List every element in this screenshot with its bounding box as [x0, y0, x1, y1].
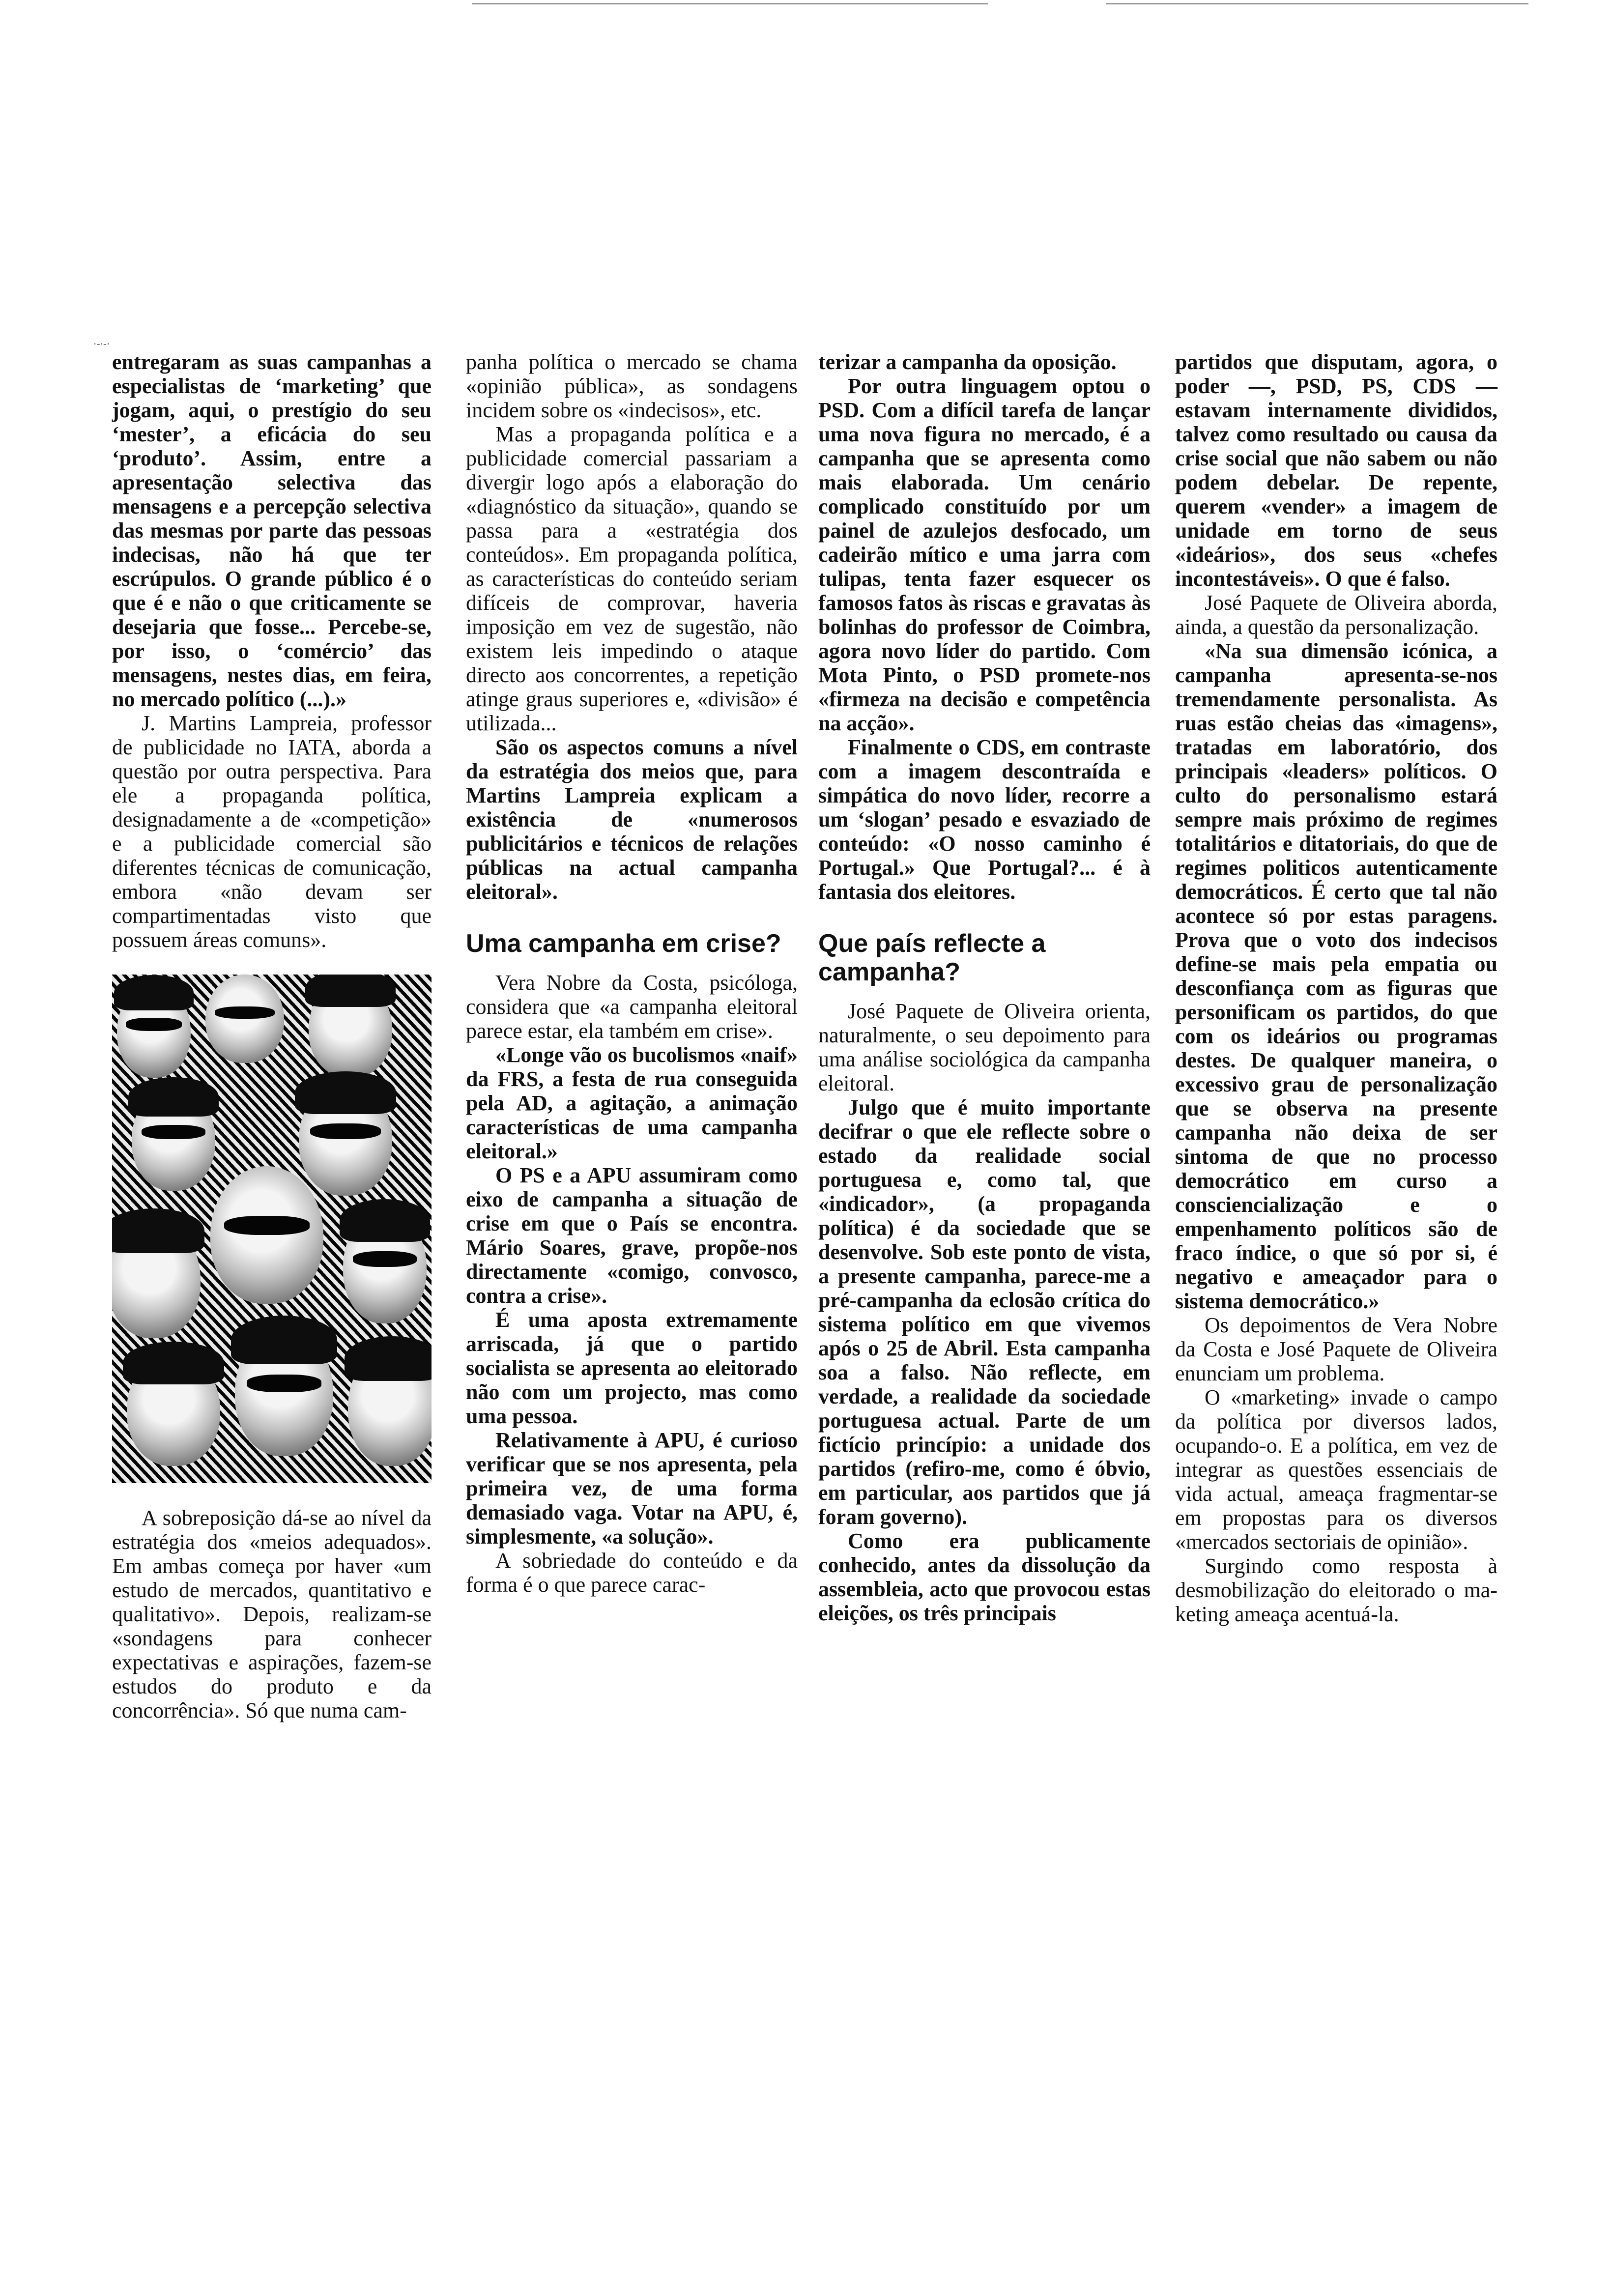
photo-face	[309, 979, 392, 1078]
top-rule-left	[472, 3, 988, 4]
photo-face	[299, 1083, 392, 1196]
photo-face	[343, 1210, 427, 1323]
photo-face	[235, 1328, 333, 1456]
col3-paragraph-2: Por outra linguagem optou o PSD. Com a difícil tarefa de lançar uma nova figura no mercado, é a campanha que se apresenta como mais elaborada. Um cenário complicado constituído por um painel de azulejos desfocado, um cadeirão mítico e uma jarra com tulipas, tenta fazer esquecer os famosos fatos às riscas e gravatas às bolinhas do professor de Coimbra, agora novo líder do partido. Com Mota Pinto, o PSD promete-nos «firmeza na decisão e competência na acção».	[818, 374, 1151, 735]
col1-paragraph-3: A sobreposição dá-se ao nível da estratégia dos «meios adequados». Em ambas começa por haver «um estudo de mercados, quantitativo e qualitativo». Depois, realizam-se «sondagens para conhecer expectativas e aspirações, fazem-se estudos do produto e da concorrência». Só que numa cam-	[112, 1506, 432, 1722]
column-1	[112, 350, 432, 1722]
top-rule-right	[1106, 3, 1528, 4]
col3-paragraph-3: Finalmente o CDS, em contraste com a imagem descontraída e simpática do novo líder, recorre a um ‘slogan’ pesado e esvaziado de conteúdo: «O nosso caminho é Portugal.» Que Portugal?... é à fantasia dos eleitores.	[818, 735, 1151, 904]
col4-paragraph-2: José Paquete de Oliveira aborda, ainda, a questão da personalização.	[1175, 591, 1497, 639]
scan-mark: ·-·-·	[93, 338, 110, 350]
col4-paragraph-6: Surgindo como resposta à desmobilização do eleitorado o ma-keting ameaça acentuá-la.	[1175, 1554, 1497, 1626]
column-3	[818, 350, 1151, 1625]
col3-paragraph-1: terizar a campanha da oposição.	[818, 350, 1117, 374]
col2-paragraph-3: São os aspectos comuns a nível da estratégia dos meios que, para Martins Lampreia explicam a existência de «numerosos publicitários e técnicos de relações públicas na actual campanha eleitoral».	[466, 735, 798, 904]
col4-paragraph-3: «Na sua dimensão icónica, a campanha apresenta-se-nos tremendamente personalista. As ruas estão cheias das «imagens», tratadas em laboratório, dos principais «leaders» políticos. O culto do personalismo estará sempre mais próximo de regimes totalitários e ditatoriais, do que de regimes politicos autenticamente democráticos. É certo que tal não acontece só por estas paragens. Prova que o voto dos indecisos define-se mais pela empatia ou desconfiança com as figuras que personificam os partidos, do que com os ideários ou programas destes. De qualquer maneira, o excessivo grau de personalização que se observa na presente campanha não deixa de ser sintoma de que no processo democrático em curso a consciencialização e o empenhamento políticos são de fraco índice, o que só por si, é negativo e ameaçador para o sistema democrático.»	[1175, 639, 1497, 1313]
col2-paragraph-1: panha política o mercado se chama «opinião pública», as sondagens incidem sobre os «indecisos», etc.	[466, 350, 798, 422]
col2-paragraph-5: «Longe vão os bucolismos «naif» da FRS, a festa de rua conseguida pela AD, a agitação, a animação características de uma campanha eleitoral.»	[466, 1043, 798, 1163]
column-2	[466, 350, 798, 1597]
col3-paragraph-6: Como era publicamente conhecido, antes da dissolução da assembleia, acto que provocou estas eleições, os três principais	[818, 1529, 1151, 1625]
photo-face	[117, 984, 191, 1078]
col2-paragraph-2: Mas a propaganda política e a publicidade comercial passariam a divergir logo após a elaboração do «diagnóstico da situação», quando se passa para a «estratégia dos conteúdos». Em propaganda política, as características do conteúdo seriam difíceis de comprovar, haveria imposição em vez de sugestão, não existem leis impedindo o ataque directo aos concorrentes, a repetição atinge graus superiores e, «divisão» é utilizada...	[466, 422, 798, 735]
section-heading-country: Que país reflecte a campanha?	[818, 929, 1046, 986]
col2-paragraph-9: A sobriedade do conteúdo e da forma é o que parece carac-	[466, 1549, 798, 1597]
col3-paragraph-4: José Paquete de Oliveira orienta, naturalmente, o seu depoimento para uma análise sociológica da campanha eleitoral.	[818, 999, 1151, 1095]
col4-paragraph-5: O «marketing» invade o campo da política por diversos lados, ocupando-o. E a política, em vez de integrar as questões essenciais de vida actual, ameaça fragmentar-se em propostas para os diversos «mercados sectoriais de opinião».	[1175, 1385, 1497, 1554]
photo-face	[112, 1220, 201, 1338]
photo-face	[205, 975, 284, 1063]
col4-paragraph-4: Os depoimentos de Vera Nobre da Costa e José Paquete de Oliveira enunciam um problema.	[1175, 1313, 1497, 1385]
photo-face	[132, 1088, 215, 1191]
col1-paragraph-2: J. Martins Lampreia, professor de publicidade no IATA, aborda a questão por outra perspectiva. Para ele a propaganda política, designadamente a de «competição» e a publicidade comercial são diferentes técnicas de comunicação, embora «não devam ser compartimentadas visto que possuem áreas comuns».	[112, 711, 432, 952]
section-heading-crisis: Uma campanha em crise?	[466, 929, 781, 958]
photo-face	[348, 1348, 432, 1466]
col2-paragraph-8: Relativamente à APU, é curioso verificar que se nos apresenta, pela primeira vez, de uma forma demasiado vaga. Votar na APU, é, simplesmente, «a solução».	[466, 1428, 798, 1549]
col1-paragraph-1: entregaram as suas campanhas a especialistas de ‘marketing’ que jogam, aqui, o prestígio do seu ‘mester’, a eficácia do seu ‘produto’. Assim, entre a apresentação selectiva das mensagens e a percepção selectiva das mesmas por parte das pessoas indecisas, não há que ter escrúpulos. O grande público é o que é e não o que criticamente se desejaria que fosse... Percebe-se, por isso, o ‘comércio’ das mensagens, nestes dias, em feira, no mercado político (...).»	[112, 350, 432, 711]
col2-paragraph-7: É uma aposta extremamente arriscada, já que o partido socialista se apresenta ao eleitorado não com um projecto, mas como uma pessoa.	[466, 1308, 798, 1428]
col2-paragraph-4: Vera Nobre da Costa, psicóloga, considera que «a campanha eleitoral parece estar, ela também em crise».	[466, 971, 798, 1043]
column-4	[1175, 350, 1497, 1626]
crowd-photo	[112, 975, 432, 1483]
photo-face	[210, 1166, 323, 1304]
col4-paragraph-1: partidos que disputam, agora, o poder —, PSD, PS, CDS — estavam internamente divididos, talvez como resultado ou causa da crise social que não sabem ou não podem debelar. De repente, querem «vender» a imagem de unidade em torno de seus «ideários», dos seus «chefes incontestáveis». O que é falso.	[1175, 350, 1497, 591]
col2-paragraph-6: O PS e a APU assumiram como eixo de campanha a situação de crise em que o País se encontra. Mário Soares, grave, propõe-nos directamente «comigo, convosco, contra a crise».	[466, 1163, 798, 1308]
col3-paragraph-5: Julgo que é muito importante decifrar o que ele reflecte sobre o estado da realidade social portuguesa e, como tal, que «indicador», (a propaganda política) é da sociedade que se desenvolve. Sob este ponto de vista, a presente campanha, parece-me a pré-campanha da eclosão crítica do sistema político em que vivemos após o 25 de Abril. Esta campanha soa a falso. Não reflecte, em verdade, a realidade da sociedade portuguesa actual. Parte de um fictício princípio: a unidade dos partidos (refiro-me, como é óbvio, em particular, aos partidos que já foram governo).	[818, 1095, 1151, 1529]
photo-face	[127, 1353, 220, 1466]
